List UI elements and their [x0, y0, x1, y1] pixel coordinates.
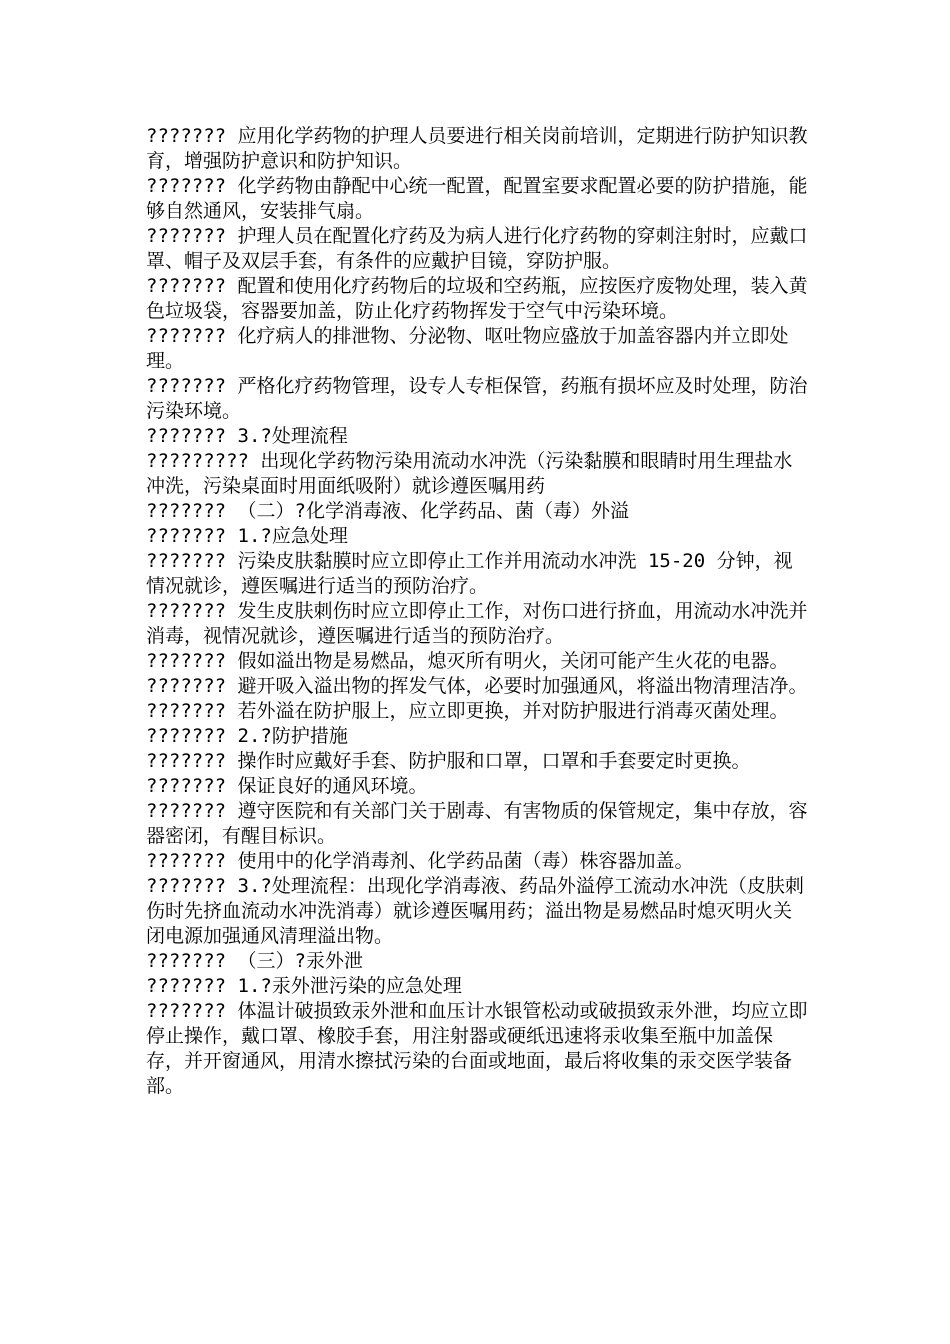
paragraph-container-lids: ??????? 使用中的化学消毒剂、化学药品菌（毒）株容器加盖。	[146, 850, 694, 872]
paragraph-process-flow-1: ????????? 出现化学药物污染用流动水冲洗（污染黏膜和眼睛时用生理盐水冲洗，污染桌面时用面纸吸附）就诊遵医嘱用药	[146, 450, 793, 497]
paragraph-patient-excreta: ??????? 化疗病人的排泄物、分泌物、呕吐物应盛放于加盖容器内并立即处理。	[146, 325, 789, 372]
paragraph-training: ??????? 应用化学药物的护理人员要进行相关岗前培训，定期进行防护知识教育，增强防护意识和防护知识。	[146, 125, 808, 172]
section-heading-mercury-leak: ??????? （三）?汞外泄	[146, 950, 363, 972]
document-body	[146, 124, 810, 1099]
paragraph-skin-contamination: ??????? 污染皮肤黏膜时应立即停止工作并用流动水冲洗 15-20 分钟，视情况就诊，遵医嘱进行适当的预防治疗。	[146, 550, 793, 597]
heading-process-flow-1: ??????? 3.?处理流程	[146, 425, 348, 447]
paragraph-protective-gear: ??????? 护理人员在配置化疗药及为病人进行化疗药物的穿刺注射时，应戴口罩、帽子及双层手套，有条件的应戴护目镜，穿防护服。	[146, 225, 808, 272]
paragraph-medical-waste: ??????? 配置和使用化疗药物后的垃圾和空药瓶，应按医疗废物处理，装入黄色垃圾袋，容器要加盖，防止化疗药物挥发于空气中污染环境。	[146, 275, 808, 322]
heading-protective-measures: ??????? 2.?防护措施	[146, 725, 348, 747]
section-heading-chemical-spill: ??????? （二）?化学消毒液、化学药品、菌（毒）外溢	[146, 500, 629, 522]
paragraph-skin-puncture: ??????? 发生皮肤刺伤时应立即停止工作，对伤口进行挤血，用流动水冲洗并消毒，视情况就诊，遵医嘱进行适当的预防治疗。	[146, 600, 808, 647]
paragraph-protective-clothing-spill: ??????? 若外溢在防护服上，应立即更换，并对防护服进行消毒灭菌处理。	[146, 700, 789, 722]
paragraph-flammable-spill: ??????? 假如溢出物是易燃品，熄灭所有明火，关闭可能产生火花的电器。	[146, 650, 789, 672]
heading-emergency-handling-1: ??????? 1.?应急处理	[146, 525, 348, 547]
paragraph-process-flow-2: ??????? 3.?处理流程：出现化学消毒液、药品外溢停工流动水冲洗（皮肤刺伤时先挤血流动水冲洗消毒）就诊遵医嘱用药；溢出物是易燃品时熄灭明火关闭电源加强通风清理溢出物。	[146, 875, 804, 947]
paragraph-central-preparation: ??????? 化学药物由静配中心统一配置，配置室要求配置必要的防护措施，能够自然通风，安装排气扇。	[146, 175, 808, 222]
paragraph-mercury-handling: ??????? 体温计破损致汞外泄和血压计水银管松动或破损致汞外泄，均应立即停止操作，戴口罩、橡胶手套，用注射器或硬纸迅速将汞收集至瓶中加盖保存，并开窗通风，用清水擦拭污染的台面或地面，最后将收集的汞交医学装备部。	[146, 1000, 808, 1097]
heading-mercury-emergency: ??????? 1.?汞外泄污染的应急处理	[146, 975, 462, 997]
paragraph-vapor-ventilation: ??????? 避开吸入溢出物的挥发气体，必要时加强通风，将溢出物清理洁净。	[146, 675, 808, 697]
paragraph-ventilation: ??????? 保证良好的通风环境。	[146, 775, 428, 797]
paragraph-hazardous-storage: ??????? 遵守医院和有关部门关于剧毒、有害物质的保管规定，集中存放，容器密闭，有醒目标识。	[146, 800, 808, 847]
paragraph-gloves-masks: ??????? 操作时应戴好手套、防护服和口罩，口罩和手套要定时更换。	[146, 750, 751, 772]
paragraph-drug-management: ??????? 严格化疗药物管理，设专人专柜保管，药瓶有损坏应及时处理，防治污染环境。	[146, 375, 808, 422]
